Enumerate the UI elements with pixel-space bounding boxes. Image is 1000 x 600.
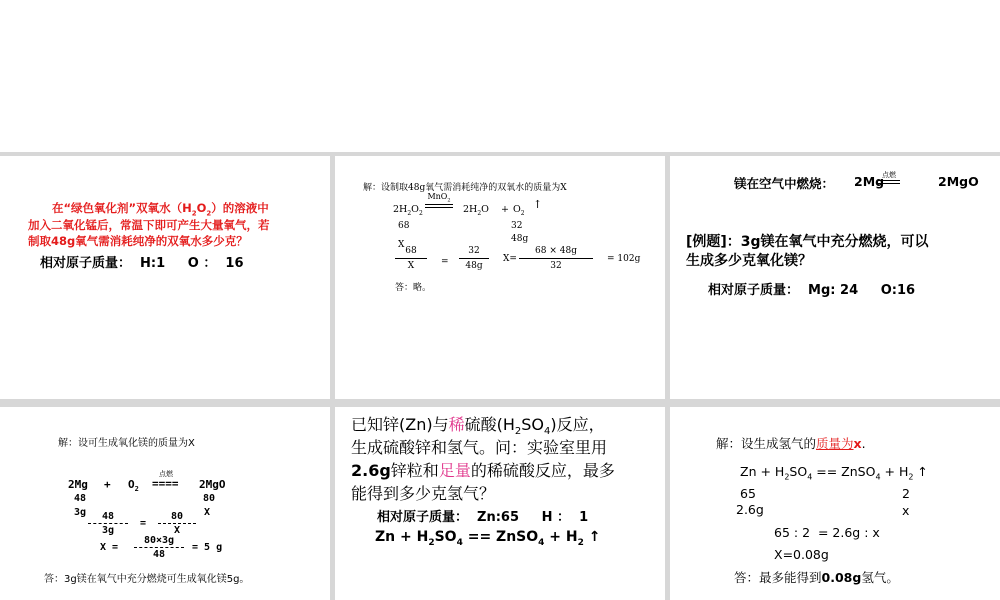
question-line-1: 在“绿色氧化剂”双氧水$(H_2O_2)$的溶液中 [52,201,269,218]
question-line-3: 制取48g氧气需消耗纯净的双氧水多少克？ [28,234,248,248]
catalyst-condition: MnO$_2$ [425,192,453,208]
given-mg: 3g [74,507,87,518]
result-102g: = 102g [607,254,641,264]
given-o2: 48g [511,234,529,244]
ignite-condition: 点燃 [159,470,173,478]
unknown-x: x [902,503,910,518]
equals-sign: = [441,257,449,267]
question-line-1: 已知锌(Zn)与稀硫酸$(H_2SO_4)$反应， [351,415,605,438]
reaction-equation: $Zn + H_2SO_4$ == ZnSO$_4$ + $H_2$ ↑ [740,464,928,482]
slide-mg-example[interactable] [670,156,1000,399]
answer: 答：3g镁在氧气中充分燃烧可生成氧化镁5g。 [44,574,250,585]
x-equals: X = [100,542,119,553]
x-equals: X= [503,254,517,264]
plus-sign: + [104,478,111,491]
fraction-48-over-3g: 48 3g [88,511,128,536]
mass-h2: 2 [902,486,910,501]
solution-intro: 解：设制取48g氧气需消耗纯净的双氧水的质量为X [363,183,567,193]
solution-intro: 解：设可生成氧化镁的质量为X [58,438,195,449]
reactant-h2o2: $2H_2O_2$ [393,204,423,217]
mass-mgo: 80 [203,493,216,504]
example-line-1: [例题]：3g镁在氧气中充分燃烧，可以 [686,234,929,250]
fraction-32-over-48g: 32 48g [459,246,489,271]
equation-equals: ==== [152,477,179,490]
gas-arrow: ↑ [533,198,543,211]
solution-intro: 解：设生成氢气的质量为x. [716,436,866,451]
slide-h2o2-question[interactable] [0,156,330,399]
slide-h2o2-solution[interactable] [335,156,665,399]
result: X=0.08g [774,547,829,562]
blank-header-area [0,0,1000,152]
reactant-mg: 2Mg [854,174,885,189]
product-o2: $O_2$ [513,204,525,217]
reaction-equation: $Zn + H_2SO_4$ == ZnSO$_4$ + $H_2$ ↑ [375,529,601,548]
unknown-x: X [398,240,405,250]
answer: 答：略。 [395,283,432,293]
question-line-2: 生成硫酸锌和氢气。问：实验室里用 [351,438,608,457]
slide-zn-question[interactable] [335,407,665,600]
ignite-condition: 点燃 [878,170,900,184]
question-line-2: 加入二氧化锰后，常温下即可产生大量氧气，若 [28,218,270,232]
unknown-x: X [204,507,211,518]
slide-zn-solution[interactable] [670,407,1000,600]
ratio-equation: 65 : 2 = 2.6g : x [774,525,880,540]
given-zn: 2.6g [736,502,764,517]
fraction-80x3g-over-48: 80×3g 48 [134,535,184,560]
mass-o2: 32 [511,221,523,231]
product-h2o: $2H_2O$ [463,204,489,217]
fraction-80-over-x: 80 X [158,511,196,536]
atomic-mass: 相对原子质量： Mg: 24 O:16 [708,283,916,298]
question-line-4: 能得到多少克氢气？ [351,484,496,503]
reactant-o2: $O_2$ [128,478,139,494]
slide-mg-solution[interactable] [0,407,330,600]
slide-grid [0,152,1000,600]
fraction-68-over-x: 68 X [395,246,427,271]
mass-mg: 48 [74,493,87,504]
example-line-2: 生成多少克氧化镁？ [686,253,812,269]
mass-zn: 65 [740,486,756,501]
product-mgo: 2MgO [199,478,226,491]
fraction-68x48-over-32: 68 × 48g 32 [519,246,593,271]
mass-h2o2: 68 [398,221,410,231]
plus-sign: + [501,204,509,215]
result-5g: = 5 g [192,542,223,553]
atomic-mass: 相对原子质量： Zn:65 H ： 1 [377,510,589,525]
atomic-mass: 相对原子质量： H:1 O ： 16 [40,256,244,271]
equals-sign: = [140,518,147,529]
question-line-3: 2.6g锌粒和足量的稀硫酸反应，最多 [351,461,615,480]
reactant-mg: 2Mg [68,478,88,491]
product-mgo: 2MgO [938,174,979,189]
answer: 答：最多能得到0.08g氢气。 [734,570,899,585]
burn-text: 镁在空气中燃烧： [734,176,835,191]
